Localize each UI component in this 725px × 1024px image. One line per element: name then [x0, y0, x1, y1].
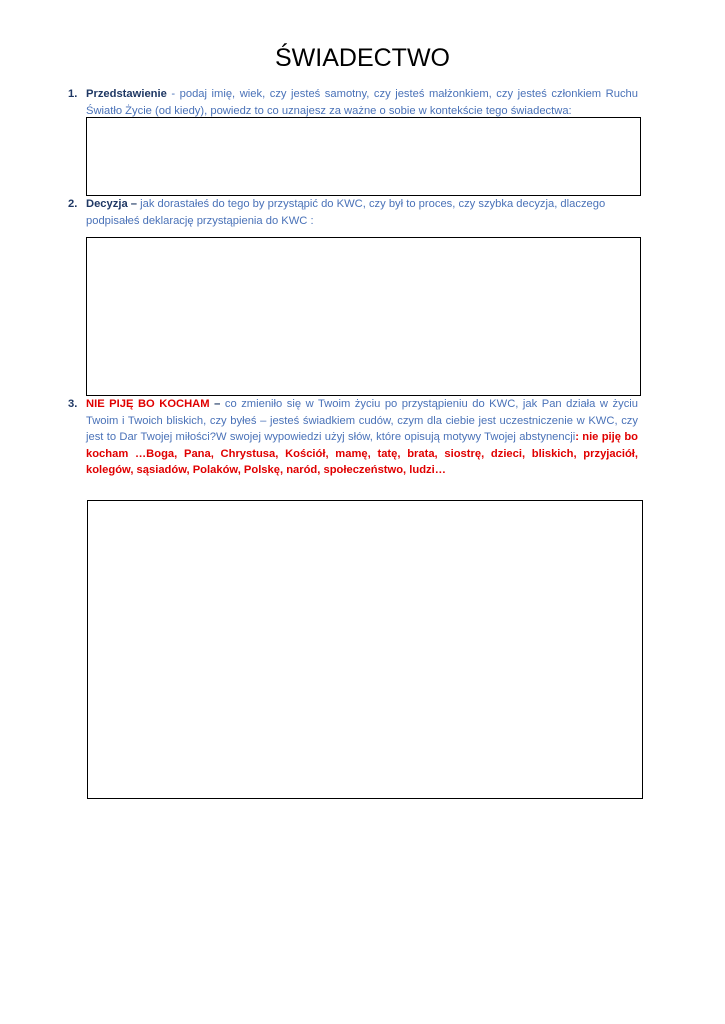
section-number: 3. — [68, 398, 78, 410]
section-heading: Przedstawienie — [86, 88, 167, 100]
section-decision — [68, 196, 638, 229]
section-instructions: jak dorastałeś do tego by przystąpić do KWC, czy był to proces, czy szybka decyzja, dlaczego podpisałeś deklarację przystąpienia do KWC : — [86, 198, 606, 227]
section-prompt — [86, 196, 638, 229]
section-instructions: - podaj imię, wiek, czy jesteś samotny, czy jesteś małżonkiem, czy jesteś członkiem Ruchu Światło Życie (od kiedy), powiedz to co uznajesz za ważne o sobie w kontekście tego świadectwa: — [86, 88, 638, 117]
section-testimony — [68, 396, 638, 479]
section-introduction — [68, 86, 638, 119]
section-number: 2. — [68, 198, 78, 210]
section-emphasis: nie piję bo kocham …Boga, Pana, Chrystusa, Kościół, mamę, tatę, brata, siostrę, dzieci, bliskich, przyjaciół, kolegów, sąsiadów, Polaków, Polskę, naród, społeczeństwo, ludzi… — [86, 431, 638, 476]
section-instructions: co zmieniło się w Twoim życiu po przystąpieniu do KWC, jak Pan działa w życiu Twoim i Twoich bliskich, czy byłeś – jesteś świadkiem cudów, czym dla ciebie jest uczestniczenie w KWC, czy jest to Dar Twojej miłości?W swojej wypowiedzi użyj słów, które opisują motywy Twojej abstynencji — [86, 398, 638, 443]
answer-box-decision[interactable] — [86, 237, 641, 396]
section-prompt — [86, 396, 638, 479]
section-heading: NIE PIJĘ BO KOCHAM — [86, 398, 210, 410]
answer-box-testimony[interactable] — [87, 500, 643, 799]
section-prompt — [86, 86, 638, 119]
document-title: ŚWIADECTWO — [275, 44, 450, 72]
section-colon: : — [575, 431, 579, 443]
answer-box-introduction[interactable] — [86, 117, 641, 196]
section-dash: – — [209, 398, 221, 410]
section-number: 1. — [68, 88, 78, 100]
section-heading: Decyzja – — [86, 198, 137, 210]
